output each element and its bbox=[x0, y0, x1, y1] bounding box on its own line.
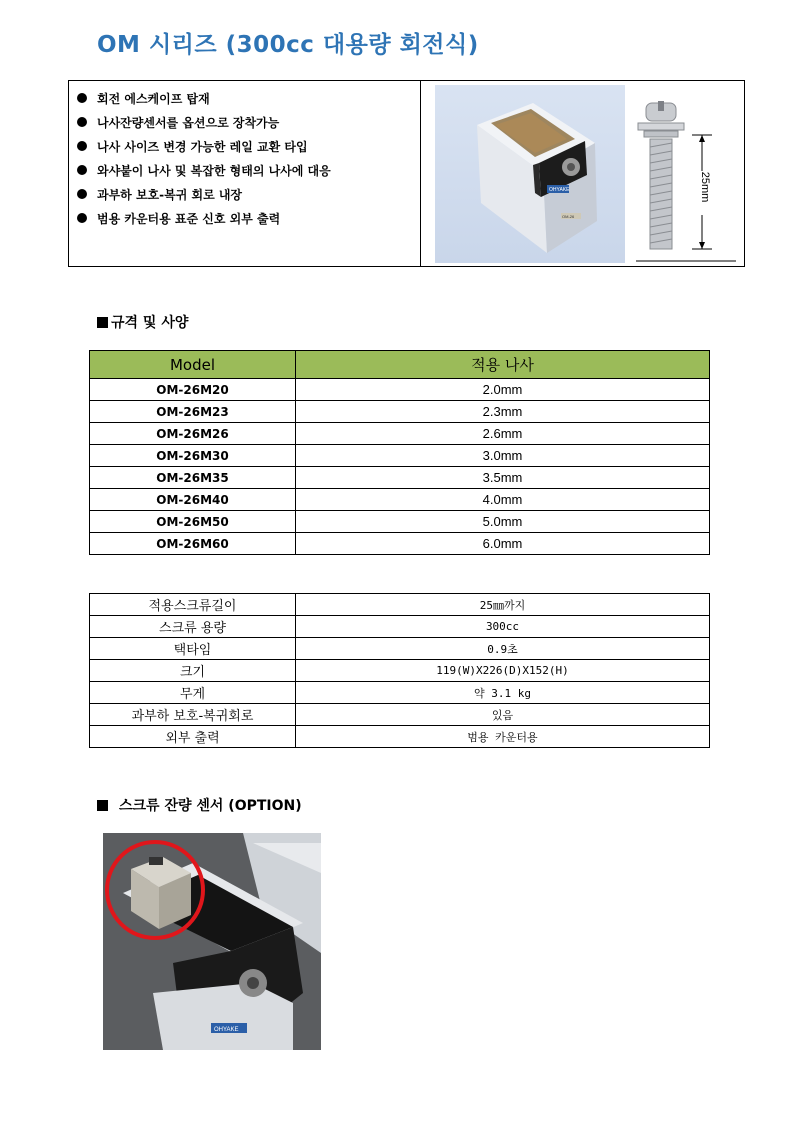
model-table bbox=[89, 350, 710, 555]
table-row bbox=[90, 401, 710, 423]
feature-item: 나사잔량센서를 옵션으로 장착가능 bbox=[77, 110, 420, 134]
screw-cell: 2.0mm bbox=[296, 379, 710, 401]
table-row bbox=[90, 660, 710, 682]
feature-item: 범용 카운터용 표준 신호 외부 출력 bbox=[77, 206, 420, 230]
model-cell: OM-26M26 bbox=[90, 423, 296, 445]
screw-cell: 4.0mm bbox=[296, 489, 710, 511]
spec-value: 있음 bbox=[296, 704, 710, 726]
page-title: OM 시리즈 (300cc 대용량 회전식) bbox=[97, 32, 479, 58]
feature-item: 와샤붙이 나사 및 복잡한 형태의 나사에 대응 bbox=[77, 158, 420, 182]
spec-value: 300cc bbox=[296, 616, 710, 638]
spec-label: 스크류 용량 bbox=[90, 616, 296, 638]
model-label: OM-26 bbox=[562, 214, 575, 219]
spec-label: 무게 bbox=[90, 682, 296, 704]
model-cell: OM-26M35 bbox=[90, 467, 296, 489]
table-row bbox=[90, 467, 710, 489]
model-cell: OM-26M50 bbox=[90, 511, 296, 533]
spec-label: 크기 bbox=[90, 660, 296, 682]
spec-heading: 규격 및 사양 bbox=[97, 312, 188, 332]
bullet-icon bbox=[77, 93, 87, 103]
screw-cell: 6.0mm bbox=[296, 533, 710, 555]
dimension-label: 25mm bbox=[699, 171, 711, 203]
table-row bbox=[90, 616, 710, 638]
spec-table bbox=[89, 593, 710, 748]
bullet-icon bbox=[77, 141, 87, 151]
spec-value: 25㎜까지 bbox=[296, 594, 710, 616]
table-row bbox=[90, 511, 710, 533]
brand-label: OHYAKE bbox=[549, 187, 570, 193]
feature-item: 나사 사이즈 변경 가능한 레일 교환 타입 bbox=[77, 134, 420, 158]
table-row bbox=[90, 489, 710, 511]
model-header: Model bbox=[90, 351, 296, 379]
table-row bbox=[90, 638, 710, 660]
model-cell: OM-26M60 bbox=[90, 533, 296, 555]
model-cell: OM-26M20 bbox=[90, 379, 296, 401]
screw-cell: 2.6mm bbox=[296, 423, 710, 445]
spec-value: 0.9초 bbox=[296, 638, 710, 660]
spec-label: 과부하 보호-복귀회로 bbox=[90, 704, 296, 726]
spec-value: 범용 카운터용 bbox=[296, 726, 710, 748]
sensor-photo bbox=[103, 833, 321, 1050]
table-row bbox=[90, 594, 710, 616]
spec-label: 외부 출력 bbox=[90, 726, 296, 748]
bullet-icon bbox=[77, 165, 87, 175]
feature-list bbox=[69, 81, 421, 266]
feature-item: 과부하 보호-복귀 회로 내장 bbox=[77, 182, 420, 206]
table-row bbox=[90, 445, 710, 467]
bullet-icon bbox=[77, 213, 87, 223]
spec-label: 택타임 bbox=[90, 638, 296, 660]
screw-cell: 3.0mm bbox=[296, 445, 710, 467]
model-cell: OM-26M40 bbox=[90, 489, 296, 511]
screw-photo bbox=[636, 85, 736, 263]
screw-cell: 3.5mm bbox=[296, 467, 710, 489]
bullet-icon bbox=[77, 189, 87, 199]
feature-item: 회전 에스케이프 탑재 bbox=[77, 86, 420, 110]
screw-header: 적용 나사 bbox=[296, 351, 710, 379]
table-row bbox=[90, 682, 710, 704]
square-bullet-icon bbox=[97, 317, 108, 328]
table-row bbox=[90, 379, 710, 401]
table-row bbox=[90, 423, 710, 445]
screw-cell: 5.0mm bbox=[296, 511, 710, 533]
screw-feeder-photo bbox=[435, 85, 625, 263]
model-cell: OM-26M23 bbox=[90, 401, 296, 423]
sensor-heading: 스크류 잔량 센서 (OPTION) bbox=[97, 795, 302, 815]
table-row bbox=[90, 533, 710, 555]
table-row bbox=[90, 726, 710, 748]
brand-label: OHYAKE bbox=[214, 1027, 239, 1033]
spec-label: 적용스크류길이 bbox=[90, 594, 296, 616]
model-cell: OM-26M30 bbox=[90, 445, 296, 467]
screw-cell: 2.3mm bbox=[296, 401, 710, 423]
table-row bbox=[90, 704, 710, 726]
bullet-icon bbox=[77, 117, 87, 127]
feature-photos bbox=[421, 81, 744, 266]
feature-box bbox=[68, 80, 745, 267]
square-bullet-icon bbox=[97, 800, 108, 811]
spec-value: 119(W)X226(D)X152(H) bbox=[296, 660, 710, 682]
spec-value: 약 3.1 kg bbox=[296, 682, 710, 704]
